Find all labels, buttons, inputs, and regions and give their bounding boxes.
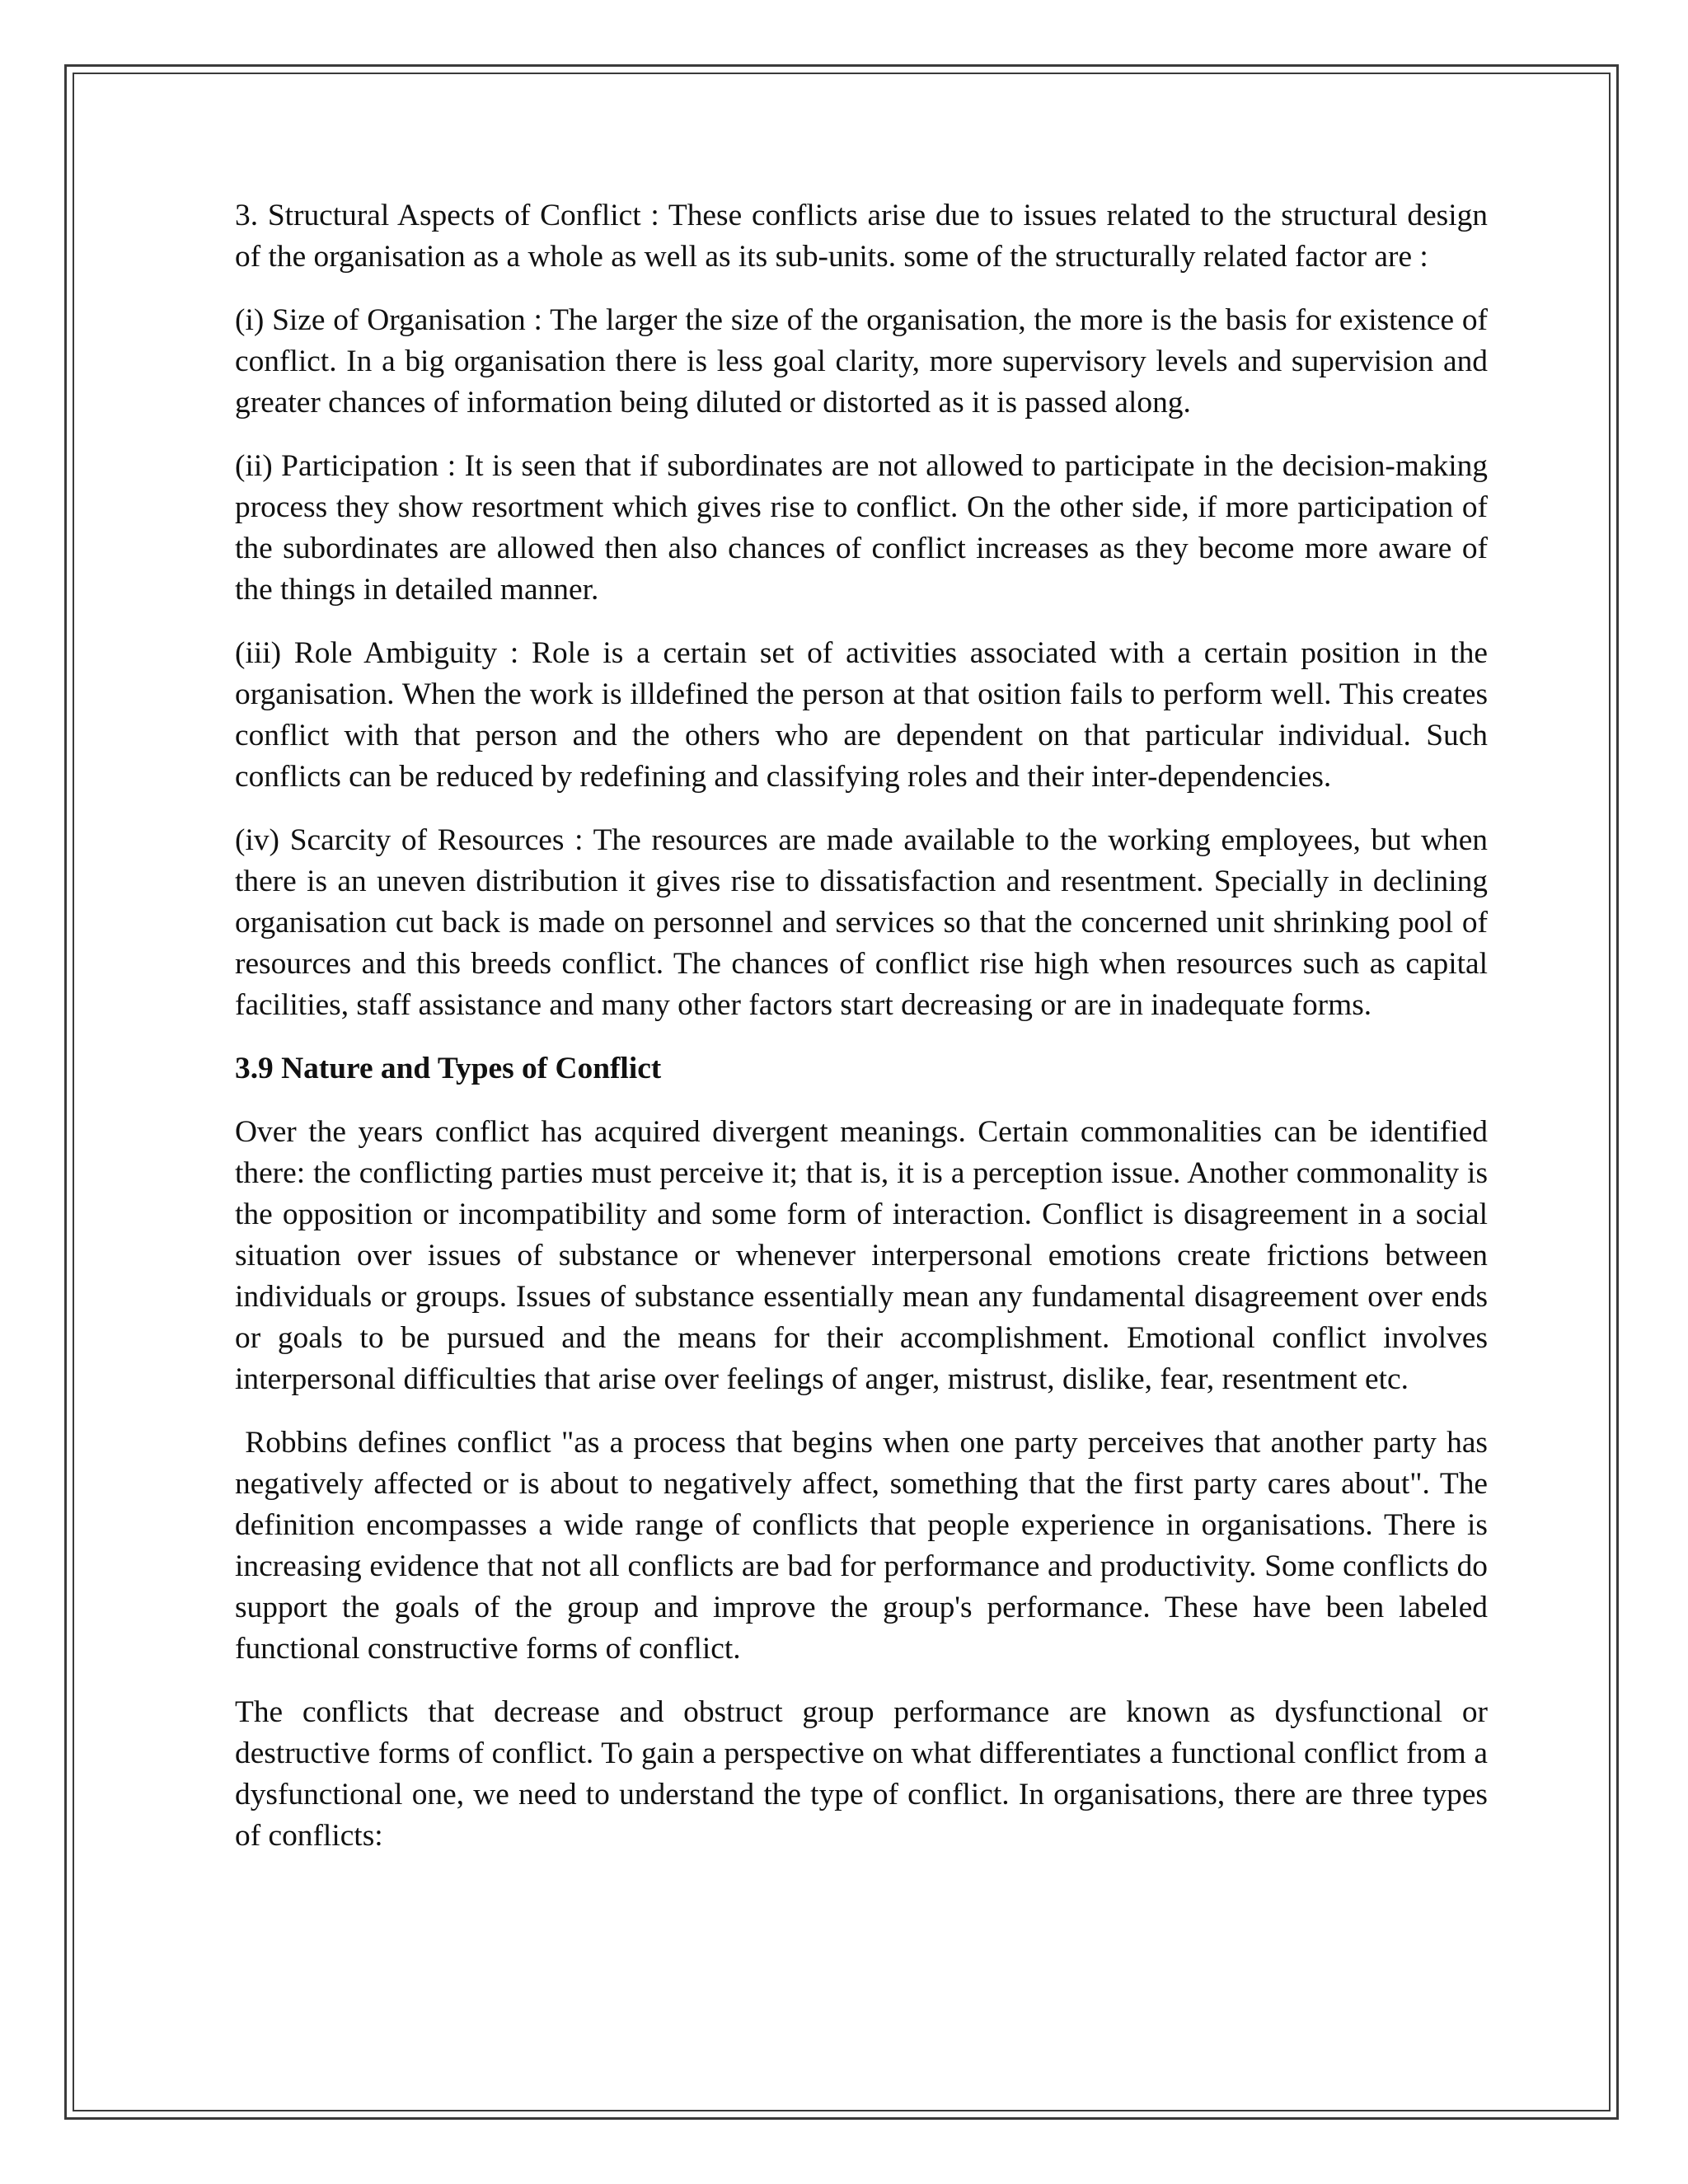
paragraph-conflict-meanings: Over the years conflict has acquired divergent meanings. Certain commonalities can be identified there: the conflicting parties must perceive it; that is, it is a perception issue. Another commonality is the opposition or incompatibility and some form of interaction. Conflict is disagreement in a social situation over issues of substance or whenever interpersonal emotions create frictions between individuals or groups. Issues of substance essentially mean any fundamental disagreement over ends or goals to be pursued and the means for their accomplishment. Emotional conflict involves interpersonal difficulties that arise over feelings of anger, mistrust, dislike, fear, resentment etc.: [235, 1115, 1488, 1396]
paragraph-participation: (ii) Participation : It is seen that if subordinates are not allowed to participate in the decision-making process they show resortment which gives rise to conflict. On the other side, if more participation of the subordinates are allowed then also chances of conflict increases as they become more aware of the things in detailed manner.: [235, 449, 1488, 607]
paragraph-dysfunctional-conflict: The conflicts that decrease and obstruct group performance are known as dysfunctional or destructive forms of conflict. To gain a perspective on what differentiates a functional conflict from a dysfunctional one, we need to understand the type of conflict. In organisations, there are three types of conflicts:: [235, 1695, 1488, 1853]
paragraph-role-ambiguity: (iii) Role Ambiguity : Role is a certain set of activities associated with a certain position in the organisation. When the work is illdefined the person at that osition fails to perform well. This creates conflict with that person and the others who are dependent on that particular individual. Such conflicts can be reduced by redefining and classifying roles and their inter-dependencies.: [235, 636, 1488, 794]
paragraph-structural-aspects: 3. Structural Aspects of Conflict : These conflicts arise due to issues related to the structural design of the organisation as a whole as well as its sub-units. some of the structurally related factor are :: [235, 199, 1488, 274]
paragraph-scarcity-of-resources: (iv) Scarcity of Resources : The resources are made available to the working employees, but when there is an uneven distribution it gives rise to dissatisfaction and resentment. Specially in declining organisation cut back is made on personnel and services so that the concerned unit shrinking pool of resources and this breeds conflict. The chances of conflict rise high when resources such as capital facilities, staff assistance and many other factors start decreasing or are in inadequate forms.: [235, 823, 1488, 1022]
paragraph-robbins-definition: Robbins defines conflict "as a process that begins when one party perceives that another party has negatively affected or is about to negatively affect, something that the first party cares about". The definition encompasses a wide range of conflicts that people experience in organisations. There is increasing evidence that not all conflicts are bad for performance and productivity. Some conflicts do support the goals of the group and improve the group's performance. These have been labeled functional constructive forms of conflict.: [235, 1426, 1496, 1666]
section-heading: 3.9 Nature and Types of Conflict: [235, 1052, 662, 1085]
paragraph-size-of-organisation: (i) Size of Organisation : The larger the size of the organisation, the more is the basis for existence of conflict. In a big organisation there is less goal clarity, more supervisory levels and supervision and greater chances of information being diluted or distorted as it is passed along.: [235, 303, 1488, 419]
document-body: [235, 195, 1496, 1879]
